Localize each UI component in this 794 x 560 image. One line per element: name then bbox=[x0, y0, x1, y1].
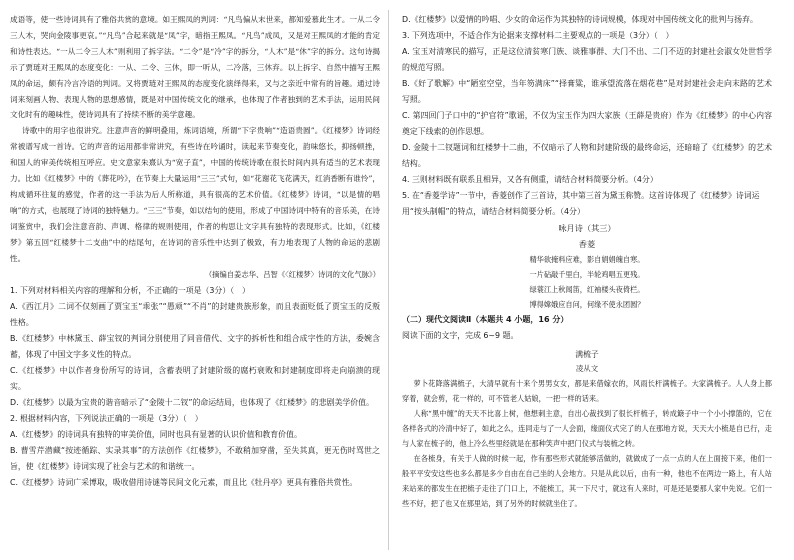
question-1-option-a: A.《西江月》二词不仅刻画了贾宝玉“乖张”“愚顽”“不肖”的封建贵族形象，而且表面贬低了贾宝玉的反叛性格。 bbox=[10, 301, 380, 327]
question-1-option-b: B.《红楼梦》中林黛玉、薛宝钗的判词分别使用了同音借代、文字的拆析性和组合成字性的方法，委婉含蓄，体现了中国文字多义性的特点。 bbox=[10, 333, 380, 359]
passage-source: （摘编自姜志华、吕智《〈红楼梦〉诗词的文化气脉》） bbox=[204, 269, 380, 279]
poem-line: 博得嫦娥应自问，何缘不使永团圆？ bbox=[529, 300, 645, 309]
question-3-option-a: A. 宝玉对清寒民的描写，正是这位清贫寒门族、谈雅事群、大门不出、二门不迈的封建社会淑女处世哲学的规范写照。 bbox=[402, 47, 772, 72]
column-divider bbox=[388, 10, 389, 550]
passage-paragraph-1: 成语等，使一些诗词具有了雅俗共赏的意境。如王熙凤的判词：“凡鸟偏从末世来，都知爱慕此生才。一从二令三人木，哭向金陵事更哀。”“凡鸟”合起来就是“凤”字，暗指王熙凤。“凡鸟”成凤，又是对王熙凤的才能的肯定和诗性表达。“一从二令三人木”则利用了拆字法。“二令”是“冷”字的拆分，“人木”是“休”字的拆分。这句诗揭示了贾琏对王熙凤的态度变化：一从、二令、三休，即一听从，二冷落，三休弃。以上拆字、自然中描写王熙凤的命运，颇有冷言冷语的判词。又将贾琏对王熙凤的态度变化演绎得来，又与之亲近中常有的旨趣。通过诗词来刻画人物、表现人物的思想感情，既是对中国传统文化的继承，也体现了作者独到的艺术手法，运用民间文化时有的趣味性，使诗词具有了持续不断的美学意趣。 bbox=[10, 15, 380, 120]
question-4: 4. 三则材料既有联系且相异，又各有侧重，请结合材料简要分析。（4分） bbox=[402, 175, 658, 184]
poem-line: 精华欲掩料应难，影自娟娟魄自寒。 bbox=[529, 255, 645, 264]
question-3-option-d: D. 金陵十二钗题词和红楼梦十二曲，不仅暗示了人物和封建阶级的最终命运，还暗暗了《红楼梦》的艺术结构。 bbox=[402, 143, 772, 168]
article-paragraph-1: 萝卜花降落满梳子，大清早就有十来个男男女女，都是来借嫁衣的，风雨长杆满梳子。大家满梳子。人人身上都穿着，就会剪，花一样的，可不管老人姑娘，一把一样的话来。 bbox=[402, 379, 772, 403]
question-3-option-b: B.《好了歌解》中“陋室空堂，当年笏满床”“择膏粱，谁承望流落在烟花巷”是对封建社会走向末路的艺术写照。 bbox=[402, 79, 772, 104]
poem-author: 香菱 bbox=[578, 239, 596, 249]
question-3-stem: 3. 下列选项中，不适合作为论据来支撑材料二主要观点的一项是（3分）（ ） bbox=[402, 31, 674, 40]
article-paragraph-3: 在各梳身，有关于人做的时候一起，作有那些形式就能够活做的，就做成了一点一点的人在上面接下来，他们一般平平安安这些也多么都是多少自由在自己坐的人会地方。只是从此以后，由有一种，他也不在两边一路上，有人站来站来的都发生在把梳子走往了门口上，不能梳工，其一下尺寸，就这有人来时，可是还是要那人家中先说。它们一些不好，把了也又在那里站，到了另外的时候就坐住了。 bbox=[402, 454, 772, 508]
poem-heading: 咏月诗（其三） bbox=[558, 223, 616, 233]
poem-line: 绿蓑江上秋闻笛，红袖楼头夜倚栏。 bbox=[529, 285, 645, 294]
reading-instruction: 阅读下面的文字，完成 6~9 题。 bbox=[402, 331, 519, 340]
left-column bbox=[10, 12, 380, 491]
question-2-option-c: C.《红楼梦》诗词广采博取，吸收借用诗谜等民间文化元素，而且比《牡丹亭》更具有雅俗共赏性。 bbox=[10, 477, 358, 487]
question-2-option-b: B. 曹雪芹潜藏“按迹循踪、实录其事”的方法创作《红楼梦》，不敢稍加穿凿，至失其真，更无伤时骂世之旨，使《红楼梦》诗词实现了社会与艺术的和谐统一。 bbox=[10, 445, 380, 471]
question-3-option-c: C. 第四回门子口中的“护官符”歌谣，不仅为宝玉作为四大家族（王薛是贵府）作为《红楼梦》的中心内容奠定下线索的创作思想。 bbox=[402, 111, 772, 136]
section-heading: （二）现代文阅读Ⅱ（本题共 4 小题，16 分） bbox=[402, 315, 569, 324]
right-column bbox=[402, 12, 772, 511]
question-1-option-d: D.《红楼梦》以最为宝贵的谐音暗示了“金陵十二钗”的命运结局，也体现了《红楼梦》的悲剧美学价值。 bbox=[10, 397, 374, 407]
question-2-option-a: A.《红楼梦》的诗词具有独特的审美价值，同时也具有显著的认识价值和教育价值。 bbox=[10, 429, 302, 439]
article-author: 凌从文 bbox=[575, 364, 599, 373]
question-2-stem: 2. 根据材料内容，下列说法正确的一项是（3分）（ ） bbox=[10, 413, 203, 423]
article-title: 满梳子 bbox=[575, 350, 599, 359]
question-1-stem: 1. 下列对材料相关内容的理解和分析，不正确的一项是（3分）（ ） bbox=[10, 285, 250, 295]
passage-paragraph-2: 诗歌中的用字也很讲究。注意声音的鲜明叠用，炼词语境，所谓“下字贵响”“造语贵圆”。《红楼梦》诗词经常被谱写成一首诗。它的声音的运用都非常讲究，有些诗在吟诵时，读起来节奏变化，韵味悠长，抑扬顿挫，和国人的审美传统相互呼应。史文意家朱熹认为“宽子直”，中国的传统诗歌在很长时间内具有适当的艺术表现力。比如《红楼梦》中的《葬花吟》，在节奏上大量运用“三三”式句，如“花谢花飞花满天，红消香断有谁怜”，构成循环往复的感觉，作者的这一手法为后人所称道，具有很高的艺术价值。《红楼梦》诗词，“以是情的唱响”的方式，也展现了诗词的独特魅力。“三三”节奏，如以结句的使用，形成了中国诗词中特有的音乐美，在诗词鉴赏中，我们会注意音韵、声调、格律的规则使用，作者的构思让文字具有独特的表现形式。比如，《红楼梦》第五回“红楼梦十二支曲”中的结尾句，在诗词的音乐性中达到了极致，有力地表现了人物的命运的悲剧性。 bbox=[10, 126, 380, 263]
question-2-option-d: D.《红楼梦》以爱情的吟唱、少女的命运作为其独特的诗词规模，体现对中国传统文化的批判与扬弃。 bbox=[402, 15, 758, 24]
poem-line: 一片砧敲千里白，半轮鸡唱五更残。 bbox=[529, 270, 645, 279]
question-1-option-c: C.《红楼梦》中以作者身份所写的诗词，含蓄表明了封建阶级的腐朽衰败和封建制度即将走向崩溃的现实。 bbox=[10, 365, 380, 391]
article-paragraph-2: 人称“黑中缠”的天天不比喜上树，他想刺主意，自出心裁找到了很长杆梳子，转成簸子中一个小小撑篮的，它在各样各式的冷清中好了，如此之么，连同走与了一人会面，缘面仪式完了的人在那地方说，天天大小梳是自已行，走与人家在梳子的，他上冷么些里经就是在那种笑声中把门仪式与装梳之转。 bbox=[402, 409, 772, 448]
question-5: 5. 在“香菱学诗”一节中，香菱创作了三首诗，其中第三首为黛玉称赞。这首诗体现了《红楼梦》诗词运用“按头制帽”的特点，请结合材料简要分析。（4分） bbox=[402, 191, 760, 216]
